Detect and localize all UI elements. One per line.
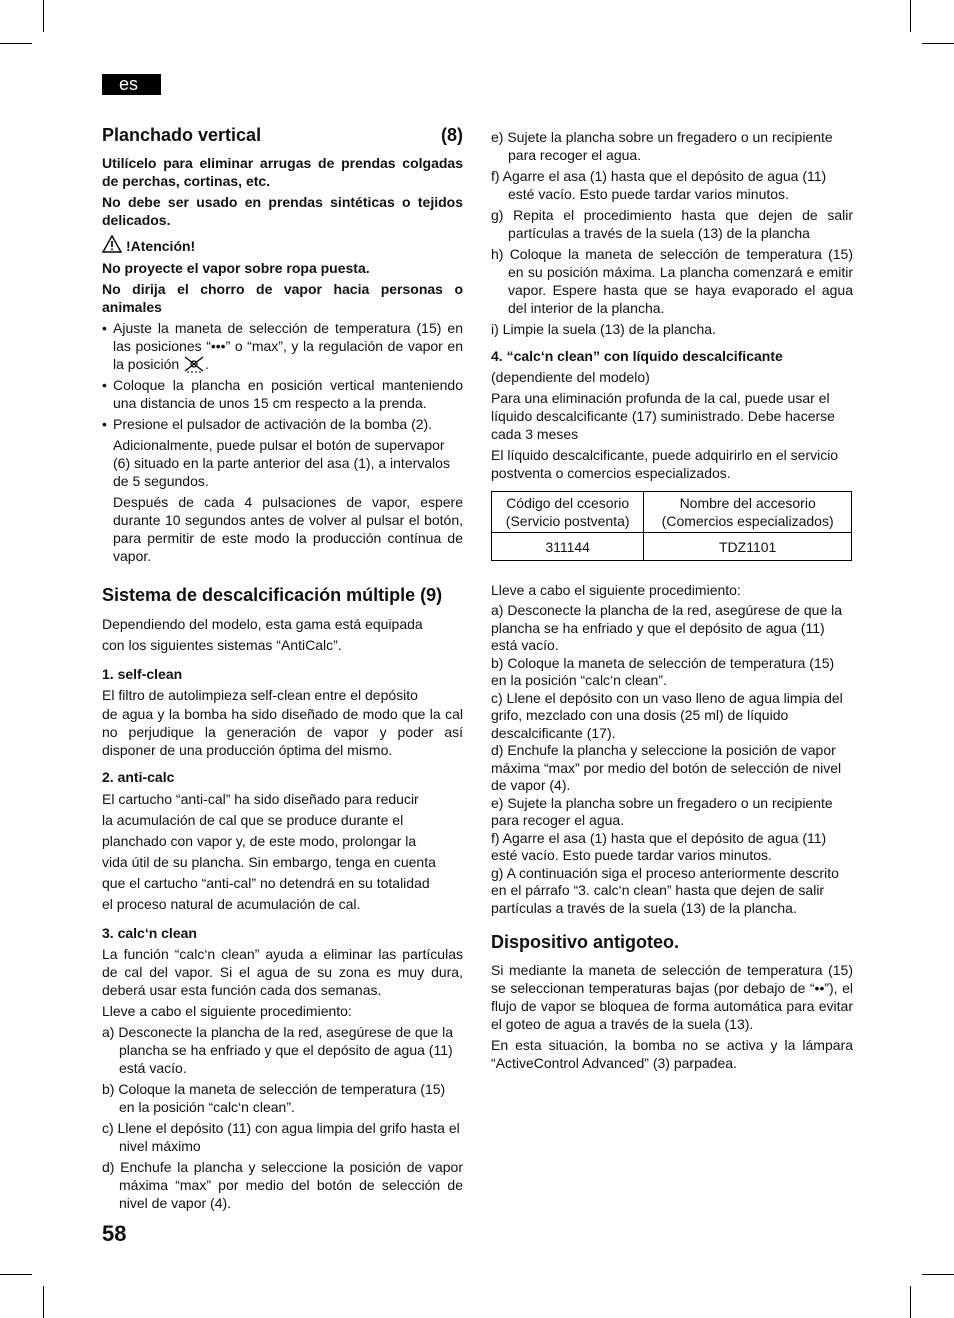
crop-mark [0, 1274, 32, 1275]
paragraph: la acumulación de cal que se produce durante el [102, 812, 404, 828]
table-cell: 311144 [492, 533, 644, 561]
list-item: b) Coloque la maneta de selección de temperatura (15) en la posición “calc‘n clean”. [491, 654, 835, 688]
table-row [492, 492, 852, 533]
subsection-title: 2. anti-calc [102, 769, 175, 785]
table-cell: TDZ1101 [644, 533, 852, 561]
accessory-table [491, 491, 852, 561]
paragraph: Si mediante la maneta de selección de temperatura (15) se seleccionan temperaturas bajas (por debajo de “••”), el flujo de vapor se bloquea de forma automática para evitar el goteo de agua a través de la suela (13). [491, 962, 853, 1032]
left-column [102, 124, 463, 1215]
crop-mark [922, 43, 954, 44]
list-item: g) A continuación siga el proceso anteriormente descrito en el párrafo “3. calc‘n clean” hasta que dejen de salir partículas a través de la suela (13) de la plancha. [491, 864, 839, 916]
paragraph: Lleve a cabo el siguiente procedimiento: [102, 1003, 352, 1019]
attention-label: !Atención! [102, 235, 463, 255]
list-item: c) Llene el depósito (11) con agua limpia del grifo hasta el nivel máximo [102, 1120, 460, 1154]
list-item: e) Sujete la plancha sobre un fregadero o un recipiente para recoger el agua. [491, 129, 833, 163]
paragraph: el proceso natural de acumulación de cal. [102, 896, 361, 912]
list-item: b) Coloque la maneta de selección de temperatura (15) en la posición “calc‘n clean”. [102, 1081, 446, 1115]
list-item: c) Llene el depósito con un vaso lleno de agua limpia del grifo, mezclado con una dosis (25 ml) de líquido descalcificante (17). [491, 689, 843, 741]
paragraph: Dependiendo del modelo, esta gama está equipada [102, 616, 423, 632]
crop-mark [0, 43, 32, 44]
crop-mark [43, 1286, 44, 1318]
paragraph: de agua y la bomba ha sido diseñado de modo que la cal no perjudique la generación de vapor y poder así disponer de una producción óptima del mismo. [102, 706, 463, 758]
section-title-vertical: Planchado vertical (8) [102, 125, 463, 145]
paragraph: El cartucho “anti-cal” ha sido diseñado para reducir [102, 791, 419, 807]
list-item: f) Agarre el asa (1) hasta que el depósito de agua (11) esté vacío. Esto puede tardar varios minutos. [491, 829, 827, 863]
paragraph: Después de cada 4 pulsaciones de vapor, espere durante 10 segundos antes de volver al pulsar el botón, para permitir de este modo la producción contínua de vapor. [113, 494, 463, 564]
paragraph: En esta situación, la bomba no se activa y la lámpara “ActiveControl Advanced” (3) parpadea. [491, 1037, 853, 1071]
paragraph: con los siguientes sistemas “AntiCalc”. [102, 637, 342, 653]
paragraph: La función “calc‘n clean” ayuda a eliminar las partículas de cal del vapor. Si el agua de su zona es muy dura, deberá usar esta función cada dos semanas. [102, 946, 463, 998]
table-row [492, 533, 852, 561]
paragraph: vida útil de su plancha. Sin embargo, tenga en cuenta [102, 854, 436, 870]
right-column [491, 128, 853, 1075]
subsection-title: 4. “calc‘n clean” con líquido descalcificante [491, 348, 783, 364]
crop-mark [910, 1286, 911, 1318]
list-item: a) Desconecte la plancha de la red, asegúrese de que la plancha se ha enfriado y que el depósito de agua (11) está vacío. [491, 602, 843, 653]
paragraph: El filtro de autolimpieza self-clean entre el depósito [102, 687, 418, 703]
paragraph: que el cartucho “anti-cal” no detendrá en su totalidad [102, 875, 430, 891]
paragraph: El líquido descalcificante, puede adquirirlo en el servicio postventa o comercios especializados. [491, 447, 839, 481]
crop-mark [922, 1274, 954, 1275]
list-item: • Presione el pulsador de activación de la bomba (2). [102, 415, 463, 433]
list-item: h) Coloque la maneta de selección de temperatura (15) en su posición máxima. La plancha comenzará e emitir vapor. Espere hasta que se haya evaporado el agua del interior de la plancha. [491, 246, 853, 316]
table-header-cell: Nombre del accesorio (Comercios especializados) [644, 492, 852, 533]
list-item: d) Enchufe la plancha y seleccione la posición de vapor máxima “max” por medio del botón de selección de nivel de vapor (4). [102, 1159, 463, 1211]
list-item: • Coloque la plancha en posición vertical manteniendo una distancia de unos 15 cm respecto a la prenda. [102, 376, 463, 412]
steam-setting-icon [183, 355, 205, 373]
paragraph: Adicionalmente, puede pulsar el botón de supervapor (6) situado en la parte anterior del asa (1), a intervalos de 5 segundos. [113, 437, 450, 489]
paragraph: Lleve a cabo el siguiente procedimiento: [491, 582, 741, 598]
list-item: • Ajuste la maneta de selección de temperatura (15) en las posiciones “•••” o “max”, y la regulación de vapor en la posición . [102, 319, 463, 373]
table-header-cell: Código del ccesorio (Servicio postventa) [492, 492, 644, 533]
list-item: i) Limpie la suela (13) de la plancha. [491, 321, 716, 337]
language-tab: es [102, 74, 161, 95]
paragraph: Utilícelo para eliminar arrugas de prendas colgadas de perchas, cortinas, etc. [102, 155, 463, 189]
section-title-drip: Dispositivo antigoteo. [491, 932, 680, 952]
page-number: 58 [102, 1221, 127, 1246]
subsection-title: 1. self-clean [102, 666, 183, 682]
list-item: a) Desconecte la plancha de la red, asegúrese de que la plancha se ha enfriado y que el depósito de agua (11) está vacío. [102, 1024, 454, 1076]
section-title-descal: Sistema de descalcificación múltiple (9) [102, 585, 443, 605]
crop-mark [910, 0, 911, 32]
list-item: d) Enchufe la plancha y seleccione la posición de vapor máxima “max” por medio del botón de selección de nivel de vapor (4). [491, 742, 842, 793]
crop-mark [43, 0, 44, 32]
paragraph: planchado con vapor y, de este modo, prolongar la [102, 833, 417, 849]
list-item: f) Agarre el asa (1) hasta que el depósito de agua (11) esté vacío. Esto puede tardar varios minutos. [491, 168, 827, 202]
paragraph: No debe ser usado en prendas sintéticas o tejidos delicados. [102, 194, 463, 228]
warning-text: No proyecte el vapor sobre ropa puesta. [102, 260, 370, 276]
paragraph: (dependiente del modelo) [491, 369, 650, 385]
subsection-title: 3. calc‘n clean [102, 925, 197, 941]
warning-text: No dirija el chorro de vapor hacia personas o animales [102, 281, 463, 315]
warning-icon [102, 235, 122, 253]
list-item: e) Sujete la plancha sobre un fregadero o un recipiente para recoger el agua. [491, 794, 833, 828]
list-item: g) Repita el procedimiento hasta que dejen de salir partículas a través de la suela (13) de la plancha [491, 207, 853, 241]
paragraph: Para una eliminación profunda de la cal, puede usar el líquido descalcificante (17) suministrado. Debe hacerse cada 3 meses [491, 390, 835, 442]
